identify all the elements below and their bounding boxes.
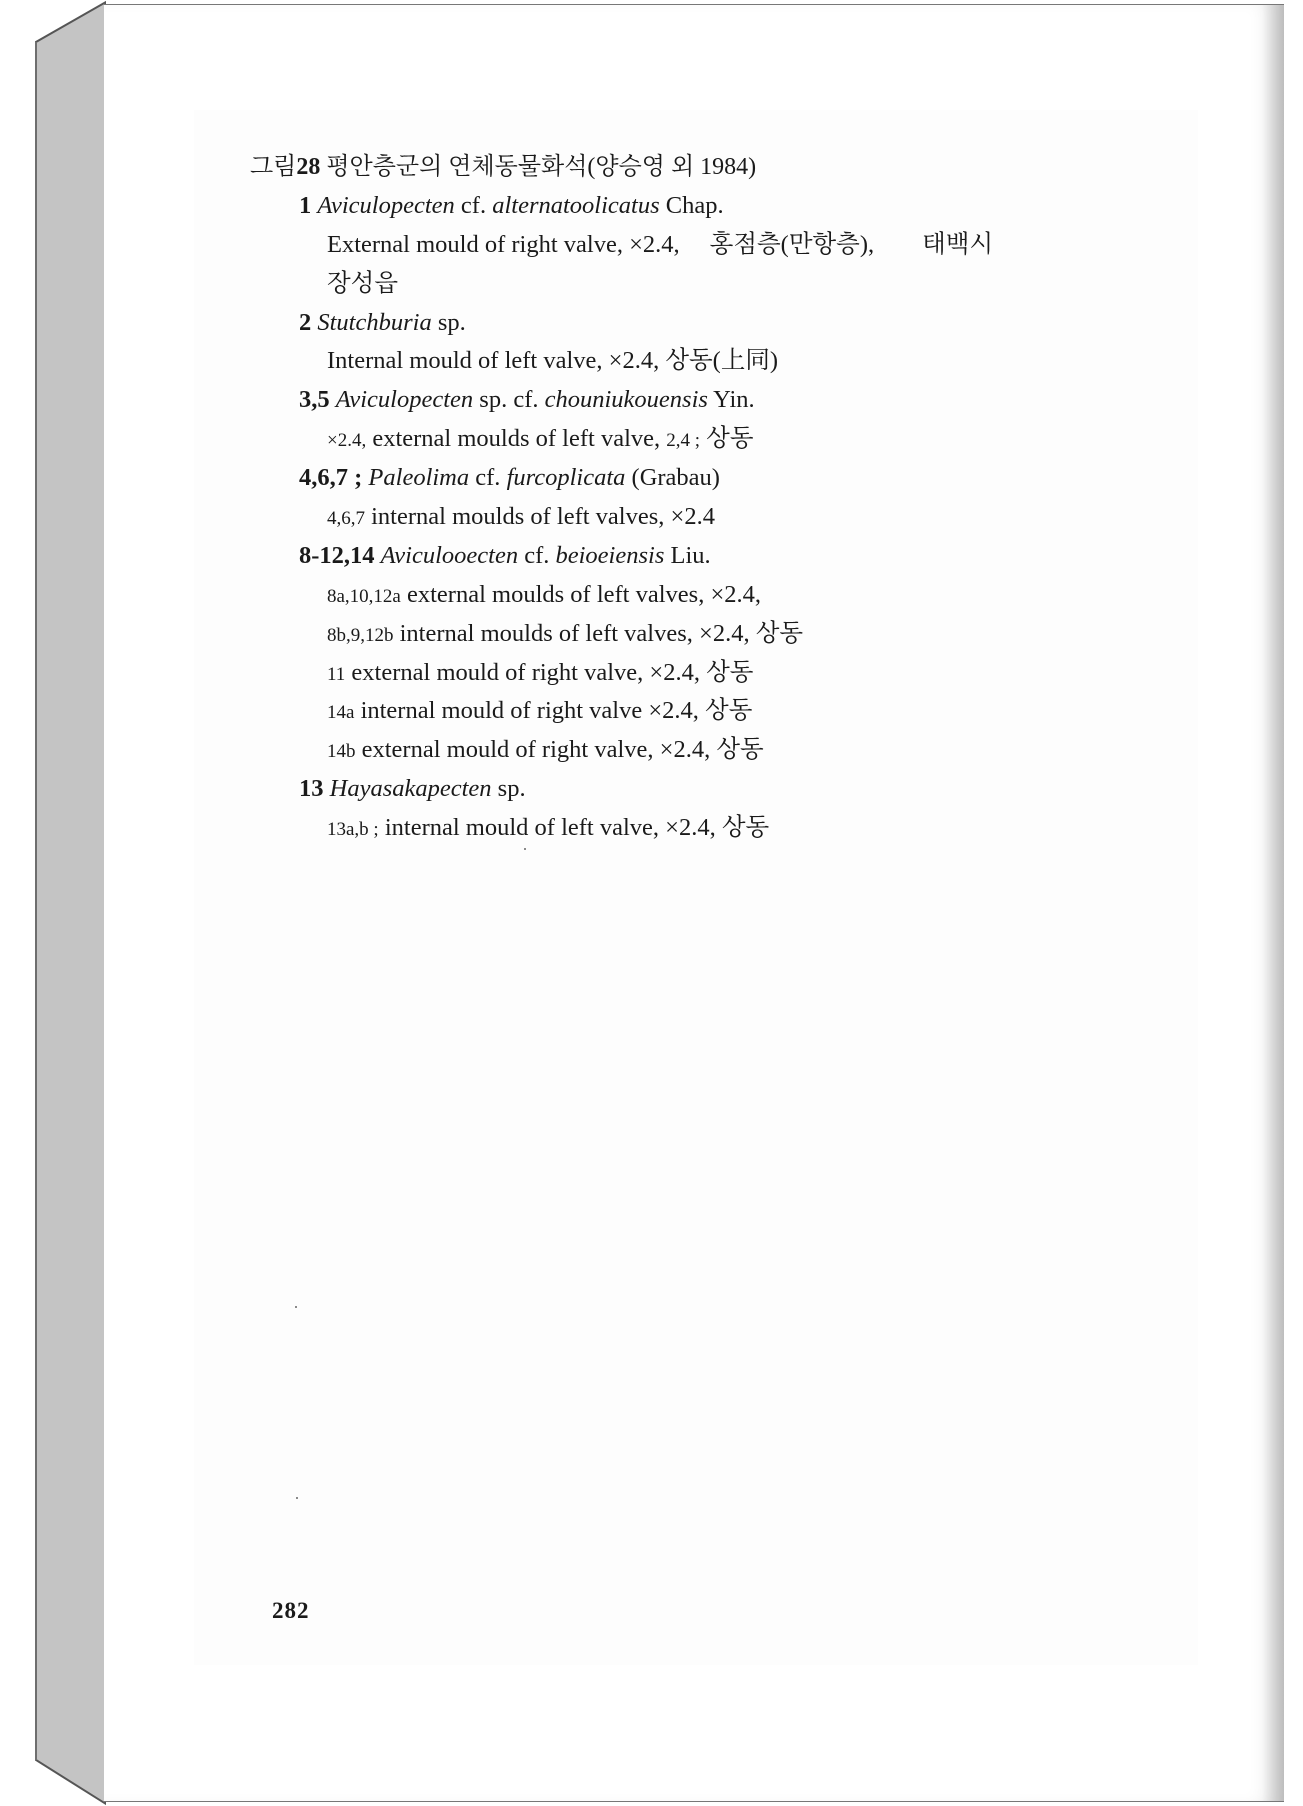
entry-number: 4,6,7 ; [299,464,363,492]
specimen-numbers: 8b,9,12b [327,624,394,646]
desc: internal mould of right valve ×2.4, 상동 [354,697,753,725]
entry-8-line-4 [250,692,993,731]
entry-1-desc [250,226,993,265]
entry-number: 8-12,14 [299,541,375,569]
book-spine [0,0,106,1806]
specimen-numbers: 2,4 ; [666,430,701,452]
magnification: ×2.4, [327,430,367,452]
specimen-numbers: 8a,10,12a [327,585,401,607]
desc: internal moulds of left valves, ×2.4 [365,503,715,531]
entry-8-line-1 [250,576,993,615]
desc: internal moulds of left valves, ×2.4, 상동 [393,619,804,647]
cf: cf. [518,541,556,569]
species: chouniukouensis [544,386,708,414]
scan-speck [296,1497,298,1499]
entry-8-line-5 [250,731,993,770]
entry-3-5-header [250,381,993,420]
entry-4-6-7-header [250,459,993,498]
page-edge-shadow [1262,5,1284,1801]
entry-number: 1 [299,191,312,219]
cf: sp. cf. [473,386,545,414]
specimen-numbers: 11 [327,663,346,685]
locality: 홍점층(만항층), [709,230,875,258]
locality-city: 태백시 [922,230,994,258]
title-prefix: 그림 [250,154,297,180]
entry-4-6-7-desc [250,498,993,537]
entry-13-desc [250,809,993,848]
desc: internal mould of left valve, ×2.4, 상동 [378,814,770,842]
suffix: sp. [431,308,466,336]
author: Chap. [659,191,724,219]
suffix: sp. [491,775,526,803]
desc: external moulds of left valves, ×2.4, [400,580,762,608]
genus: Stutchburia [317,308,432,336]
page-number: 282 [272,1598,310,1623]
genus: Aviculooecten [380,541,519,569]
genus: Aviculopecten [335,386,474,414]
cf: cf. [454,191,493,219]
scan-speck [524,848,526,850]
entry-number: 2 [299,308,312,336]
species: furcoplicata [506,464,626,492]
figure-caption [250,148,993,848]
desc: External mould of right valve, ×2.4, [327,230,680,258]
entry-8-line-3 [250,654,993,693]
entry-1-desc-cont [250,265,993,304]
genus: Aviculopecten [317,191,455,219]
entry-number: 3,5 [299,386,330,414]
title-text: 평안층군의 연체동물화석(양승영 외 1984) [320,154,757,180]
entry-2-desc [250,342,993,381]
desc: external moulds of left valve, [366,425,667,453]
genus: Hayasakapecten [329,775,492,803]
author: Yin. [707,386,755,414]
specimen-numbers: 14a [327,702,355,724]
entry-8-12-14-header [250,537,993,576]
scan-speck [295,1306,297,1308]
entry-3-5-desc [250,420,993,459]
entry-2-header [250,304,993,343]
species: alternatoolicatus [492,191,660,219]
caption-title [250,148,993,187]
species: beioeiensis [555,541,665,569]
locality: 상동 [700,425,754,453]
specimen-numbers: 13a,b ; [327,819,379,841]
entry-13-header [250,770,993,809]
specimen-numbers: 14b [327,741,356,763]
locality-town: 장성읍 [327,269,399,297]
author: Liu. [664,541,711,569]
desc: external mould of right valve, ×2.4, 상동 [355,736,764,764]
figure-number: 28 [296,154,321,180]
cf: cf. [469,464,507,492]
author: (Grabau) [625,464,720,492]
entry-number: 13 [299,775,324,803]
desc: external mould of right valve, ×2.4, 상동 [345,658,754,686]
entry-8-line-2 [250,615,993,654]
specimen-numbers: 4,6,7 [327,508,365,530]
genus: Paleolima [368,464,470,492]
desc: Internal mould of left valve, ×2.4, 상동(上同) [327,347,778,375]
entry-1-header [250,187,993,226]
